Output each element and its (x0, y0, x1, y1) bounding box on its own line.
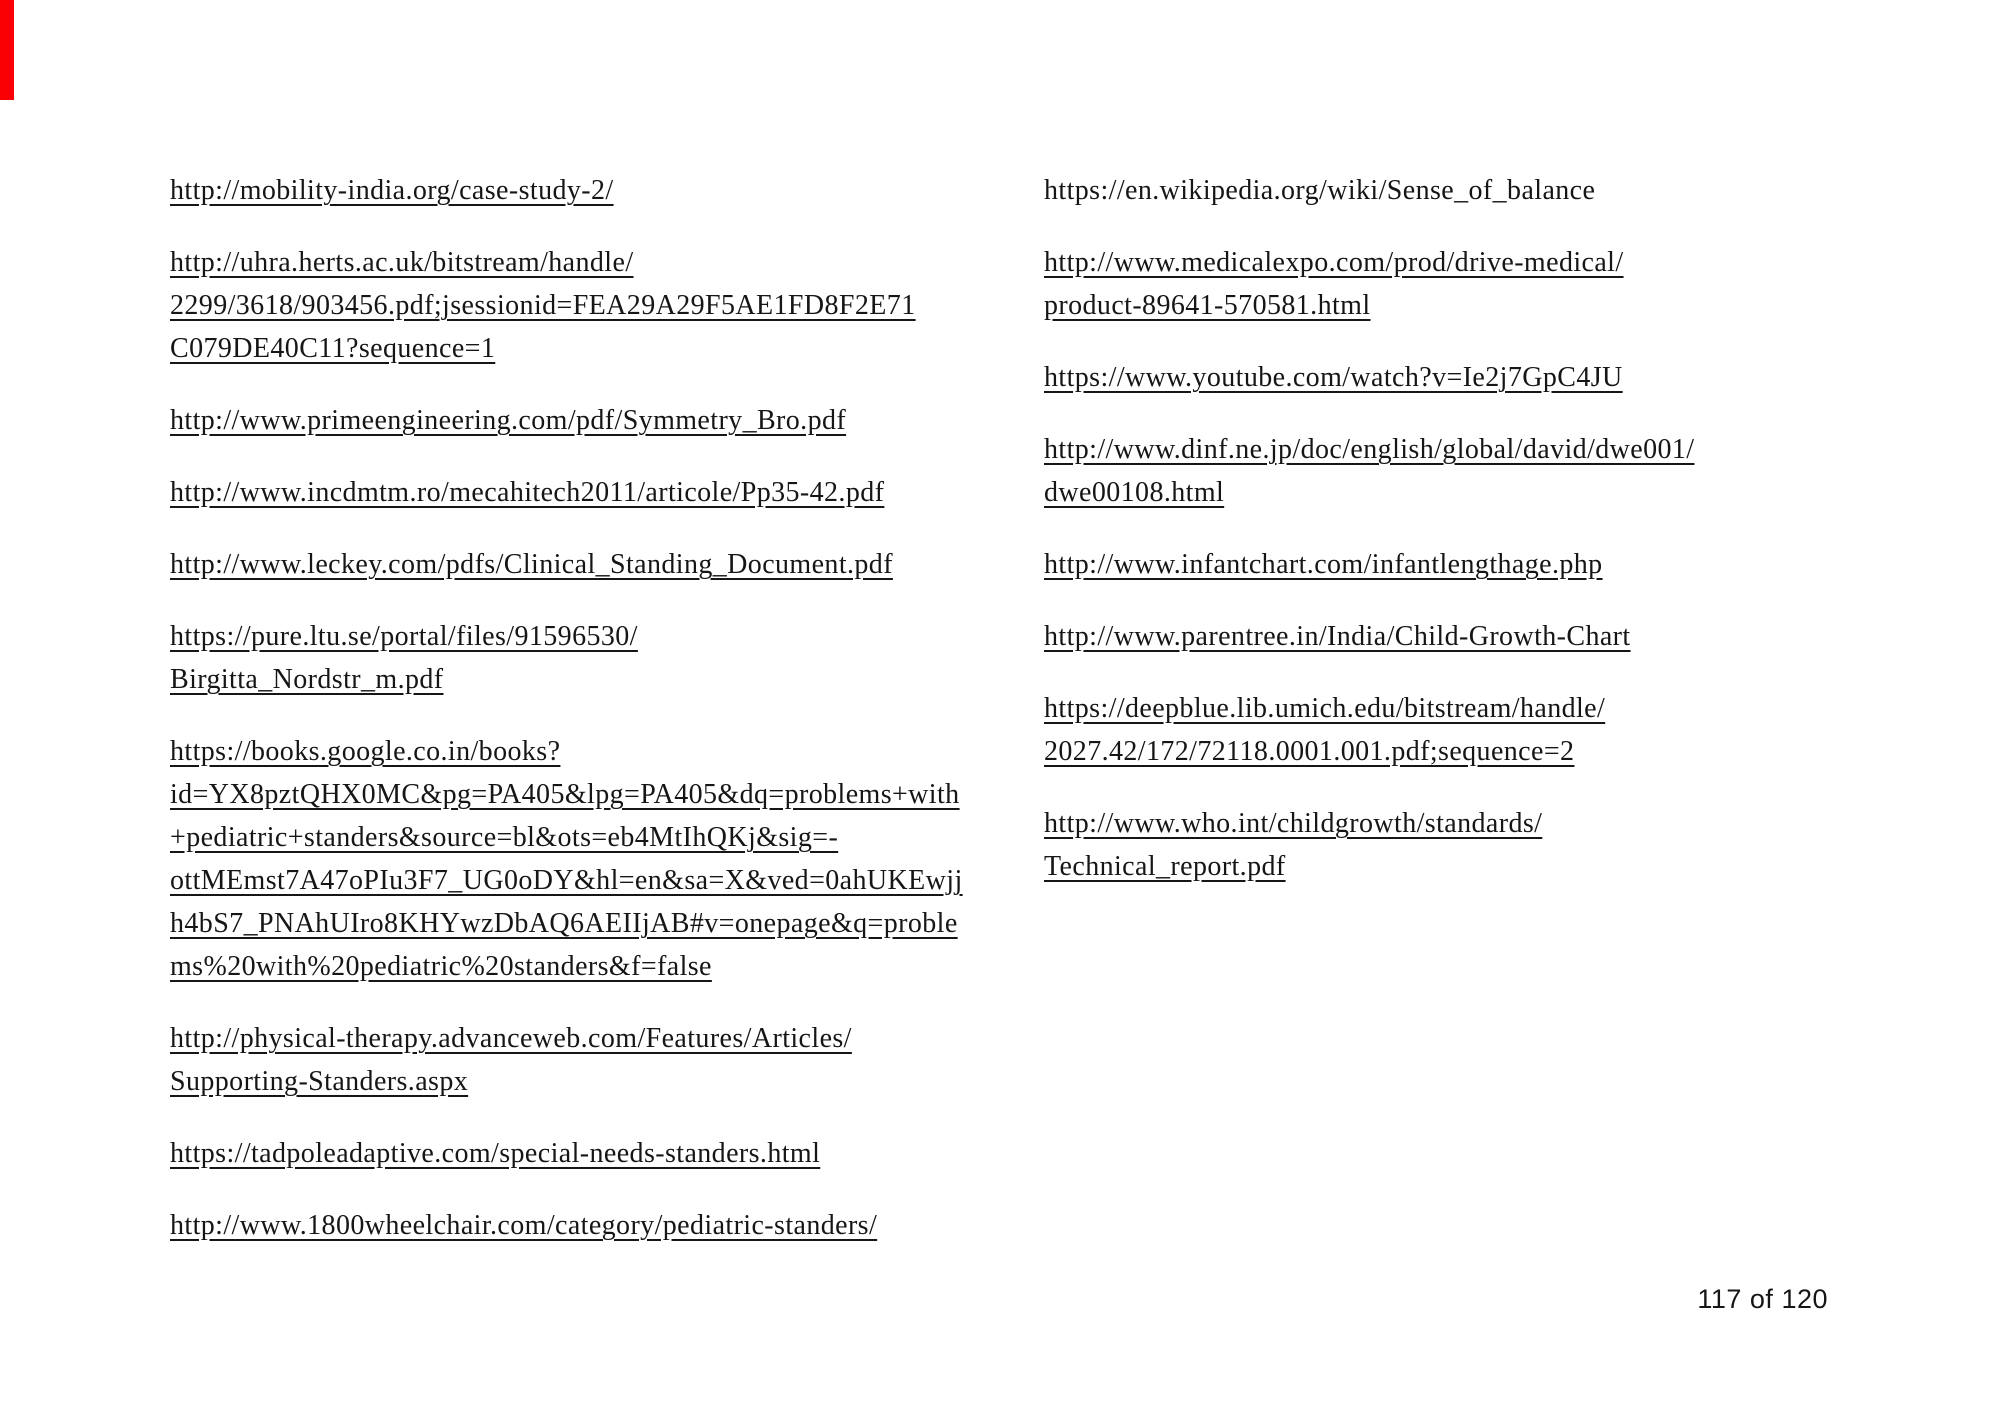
hyperlink-line[interactable]: http://www.dinf.ne.jp/doc/english/global/david/dwe001/ (1044, 434, 1695, 465)
hyperlink[interactable] (170, 543, 990, 586)
hyperlink-line[interactable]: http://mobility-india.org/case-study-2/ (170, 175, 614, 206)
hyperlink[interactable] (170, 615, 990, 701)
hyperlink[interactable] (170, 1017, 990, 1103)
hyperlink-line[interactable]: +pediatric+standers&source=bl&ots=eb4MtIhQKj&sig=- (170, 822, 839, 853)
hyperlink-line[interactable]: http://www.parentree.in/India/Child-Growth-Chart (1044, 621, 1631, 652)
hyperlink-line[interactable]: http://www.leckey.com/pdfs/Clinical_Standing_Document.pdf (170, 549, 893, 580)
hyperlink-line[interactable]: Supporting-Standers.aspx (170, 1066, 469, 1097)
hyperlink[interactable] (1044, 356, 1864, 399)
hyperlink-line[interactable]: 2299/3618/903456.pdf;jsessionid=FEA29A29F5AE1FD8F2E71 (170, 290, 916, 321)
hyperlink-line[interactable]: http://www.infantchart.com/infantlengthage.php (1044, 549, 1603, 580)
hyperlink-line[interactable]: http://physical-therapy.advanceweb.com/Features/Articles/ (170, 1023, 852, 1054)
hyperlink[interactable] (1044, 241, 1864, 327)
hyperlink[interactable] (1044, 543, 1864, 586)
hyperlink[interactable] (1044, 802, 1864, 888)
hyperlink-line[interactable]: h4bS7_PNAhUIro8KHYwzDbAQ6AEIIjAB#v=onepage&q=proble (170, 908, 958, 939)
red-annotation-mark (0, 0, 14, 100)
hyperlink-line[interactable]: http://www.who.int/childgrowth/standards/ (1044, 808, 1543, 839)
hyperlink[interactable] (170, 471, 990, 514)
hyperlink[interactable] (1044, 615, 1864, 658)
hyperlink-line[interactable]: ms%20with%20pediatric%20standers&f=false (170, 951, 712, 982)
hyperlink-line[interactable]: https://books.google.co.in/books? (170, 736, 561, 767)
hyperlink-line[interactable]: http://www.medicalexpo.com/prod/drive-medical/ (1044, 247, 1624, 278)
hyperlink-line[interactable]: Birgitta_Nordstr_m.pdf (170, 664, 444, 695)
hyperlink[interactable] (170, 399, 990, 442)
hyperlink-line[interactable]: http://www.primeengineering.com/pdf/Symmetry_Bro.pdf (170, 405, 847, 436)
page-number: 117 of 120 (1697, 1284, 1828, 1314)
hyperlink[interactable] (1044, 687, 1864, 773)
hyperlink[interactable] (170, 169, 990, 212)
links-column-right (1044, 169, 1864, 917)
hyperlink-line[interactable]: Technical_report.pdf (1044, 851, 1286, 882)
hyperlink-line[interactable]: http://www.incdmtm.ro/mecahitech2011/articole/Pp35-42.pdf (170, 477, 885, 508)
hyperlink-line[interactable]: ottMEmst7A47oPIu3F7_UG0oDY&hl=en&sa=X&ved=0ahUKEwjj (170, 865, 963, 896)
hyperlink-line[interactable]: https://en.wikipedia.org/wiki/Sense_of_balance (1044, 175, 1596, 206)
links-column-left (170, 169, 990, 1276)
hyperlink[interactable] (170, 1204, 990, 1247)
hyperlink[interactable] (170, 730, 990, 988)
hyperlink-line[interactable]: 2027.42/172/72118.0001.001.pdf;sequence=2 (1044, 736, 1575, 767)
hyperlink-line[interactable]: http://www.1800wheelchair.com/category/pediatric-standers/ (170, 1210, 878, 1241)
hyperlink[interactable] (170, 1132, 990, 1175)
hyperlink-line[interactable]: https://tadpoleadaptive.com/special-needs-standers.html (170, 1138, 821, 1169)
hyperlink-line[interactable]: id=YX8pztQHX0MC&pg=PA405&lpg=PA405&dq=problems+with (170, 779, 960, 810)
hyperlink-line[interactable]: dwe00108.html (1044, 477, 1225, 508)
hyperlink-line[interactable]: https://pure.ltu.se/portal/files/91596530/ (170, 621, 638, 652)
hyperlink[interactable] (170, 241, 990, 370)
hyperlink[interactable] (1044, 169, 1864, 212)
hyperlink-line[interactable]: http://uhra.herts.ac.uk/bitstream/handle/ (170, 247, 634, 278)
hyperlink-line[interactable]: https://deepblue.lib.umich.edu/bitstream/handle/ (1044, 693, 1606, 724)
hyperlink-line[interactable]: https://www.youtube.com/watch?v=Ie2j7GpC4JU (1044, 362, 1623, 393)
hyperlink-line[interactable]: product-89641-570581.html (1044, 290, 1371, 321)
hyperlink-line[interactable]: C079DE40C11?sequence=1 (170, 333, 496, 364)
hyperlink[interactable] (1044, 428, 1864, 514)
